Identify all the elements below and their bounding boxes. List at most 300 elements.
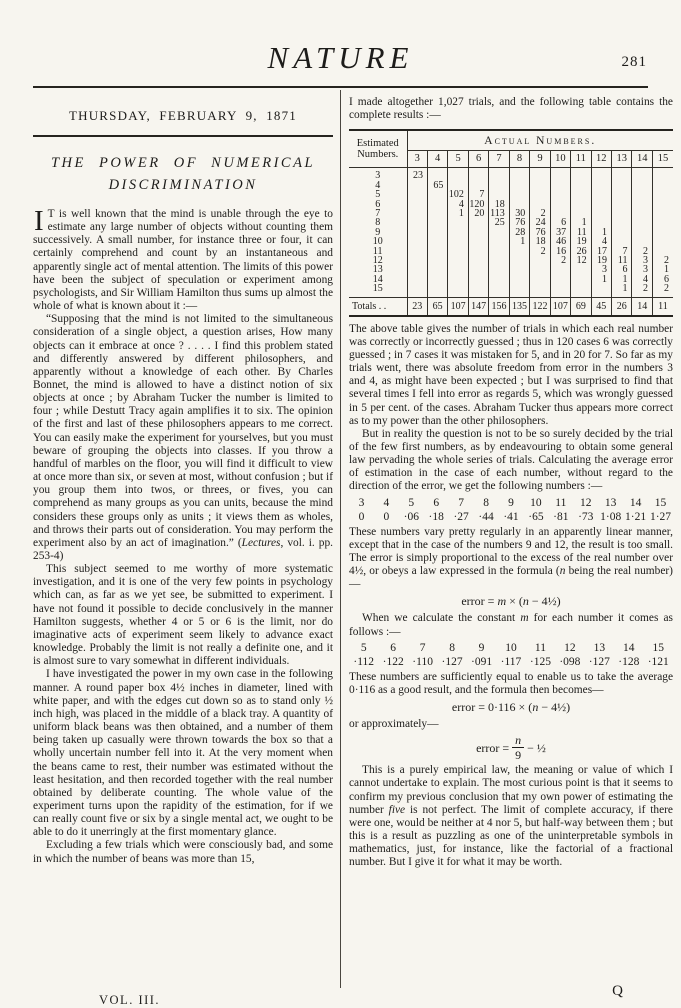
total-cell: 122 xyxy=(530,297,550,316)
table-cell xyxy=(427,218,447,227)
table-cell: 2 xyxy=(550,256,570,265)
table-cell xyxy=(509,256,529,265)
series-number: 12 xyxy=(580,496,592,509)
series-value: ·27 xyxy=(453,510,469,523)
table-row xyxy=(349,228,673,237)
fraction-numerator: n xyxy=(512,734,524,748)
table-cell xyxy=(652,168,673,181)
table-cell xyxy=(632,228,652,237)
table-cell xyxy=(448,265,468,274)
series-number: 3 xyxy=(358,496,365,509)
paragraph xyxy=(349,612,673,638)
table-cell xyxy=(612,228,632,237)
variable-m: m xyxy=(520,612,529,625)
table-cell: 18 xyxy=(530,237,550,246)
actual-number-column-header: 3 xyxy=(407,151,427,168)
table-cell xyxy=(550,181,570,190)
series-entry xyxy=(555,641,584,669)
total-cell: 147 xyxy=(468,297,488,316)
series-entry xyxy=(467,641,496,669)
table-cell: 1 xyxy=(652,265,673,274)
results-table-footer xyxy=(349,297,673,316)
table-cell xyxy=(407,200,427,209)
series-entry xyxy=(526,641,555,669)
table-cell xyxy=(427,228,447,237)
total-cell: 14 xyxy=(632,297,652,316)
series-number: 10 xyxy=(530,496,542,509)
estimated-number-label: 5 xyxy=(349,190,407,199)
table-cell xyxy=(448,275,468,284)
actual-number-column-header: 15 xyxy=(652,151,673,168)
table-cell xyxy=(591,284,611,297)
table-cell: 19 xyxy=(591,256,611,265)
series-number: 15 xyxy=(652,641,664,654)
series-value: ·06 xyxy=(403,510,419,523)
table-cell xyxy=(448,247,468,256)
series-entry xyxy=(598,496,623,524)
estimated-number-label: 12 xyxy=(349,256,407,265)
series-number: 5 xyxy=(408,496,415,509)
table-cell: 26 xyxy=(571,247,591,256)
table-row xyxy=(349,218,673,227)
total-cell: 156 xyxy=(489,297,509,316)
actual-numbers-header: Actual Numbers. xyxy=(407,130,673,151)
series-entry xyxy=(648,496,673,524)
paragraph: Excluding a few trials which were consciously bad, and some in which the number of beans was more than 15, xyxy=(33,839,333,865)
estimated-number-label: 9 xyxy=(349,228,407,237)
estimated-number-label: 13 xyxy=(349,265,407,274)
table-row xyxy=(349,209,673,218)
table-cell xyxy=(571,200,591,209)
table-cell: 17 xyxy=(591,247,611,256)
table-cell: 1 xyxy=(571,218,591,227)
series-number: 13 xyxy=(604,496,617,509)
table-cell xyxy=(571,265,591,274)
table-cell xyxy=(550,200,570,209)
series-value: ·098 xyxy=(559,655,581,668)
table-cell xyxy=(468,284,488,297)
series-value: ·73 xyxy=(578,510,594,523)
estimated-number-label: 14 xyxy=(349,275,407,284)
table-cell: 2 xyxy=(632,284,652,297)
actual-number-column-header: 4 xyxy=(427,151,447,168)
series-number: 7 xyxy=(458,496,465,509)
series-number: 5 xyxy=(360,641,367,654)
variable-m: m xyxy=(497,594,507,609)
series-entry xyxy=(378,641,407,669)
series-number: 6 xyxy=(433,496,440,509)
table-cell xyxy=(468,237,488,246)
table-cell xyxy=(448,256,468,265)
table-cell xyxy=(468,218,488,227)
table-cell xyxy=(407,209,427,218)
actual-number-column-header: 6 xyxy=(468,151,488,168)
results-table xyxy=(349,129,673,316)
series-number: 4 xyxy=(383,496,390,509)
table-cell xyxy=(571,168,591,181)
series-value: ·117 xyxy=(500,655,522,668)
series-entry xyxy=(573,496,598,524)
formula-error-m xyxy=(349,594,673,609)
table-cell: 2 xyxy=(530,247,550,256)
table-cell xyxy=(509,168,529,181)
table-cell xyxy=(468,265,488,274)
table-cell: 11 xyxy=(612,256,632,265)
table-cell xyxy=(427,237,447,246)
formula-text: − 4½) xyxy=(528,594,561,609)
variable-n: n xyxy=(559,565,566,578)
series-number: 14 xyxy=(623,641,635,654)
table-cell xyxy=(407,218,427,227)
drop-cap: I xyxy=(34,204,44,237)
paragraph: This subject seemed to me worthy of more systematic investigation, and it is one of the very few points in psychology which can, as far as we yet see, be submitted to experiment. I have not found it possible to decide conclusively in the manner Hamilton suggests, whether 4 or 5 or 6 is the limit, nor do imaginative acts of experiment seem likely to advance exact knowledge. Probably the limit is not really a definite one, and it is almost sure to vary somewhat in different individuals. xyxy=(33,563,333,668)
actual-number-column-header: 9 xyxy=(530,151,550,168)
table-cell xyxy=(427,247,447,256)
table-cell xyxy=(591,168,611,181)
series-number: 8 xyxy=(483,496,489,509)
series-value: ·127 xyxy=(588,655,610,668)
table-header-row xyxy=(349,130,673,151)
article-title xyxy=(33,152,333,197)
table-cell xyxy=(652,237,673,246)
formula-text: error = 0·116 × ( xyxy=(451,700,533,715)
series-number: 10 xyxy=(505,641,517,654)
table-cell: 76 xyxy=(509,218,529,227)
table-cell xyxy=(632,190,652,199)
series-value: ·18 xyxy=(428,510,444,523)
estimated-number-label: 7 xyxy=(349,209,407,218)
table-cell xyxy=(652,247,673,256)
table-cell: 120 xyxy=(468,200,488,209)
table-cell xyxy=(652,190,673,199)
formula-text: − 4½) xyxy=(538,700,571,715)
table-cell: 4 xyxy=(632,275,652,284)
series-entry xyxy=(548,496,573,524)
table-cell xyxy=(652,209,673,218)
table-cell xyxy=(407,284,427,297)
estimated-number-label: 11 xyxy=(349,247,407,256)
estimated-number-label: 3 xyxy=(349,168,407,181)
table-cell: 6 xyxy=(652,275,673,284)
table-cell: 102 xyxy=(448,190,468,199)
citation-title: Lectures xyxy=(241,536,281,549)
table-cell xyxy=(407,275,427,284)
series-number: 13 xyxy=(593,641,606,654)
series-value: ·112 xyxy=(353,655,375,668)
table-cell xyxy=(632,168,652,181)
series-entry xyxy=(474,496,499,524)
series-number: 7 xyxy=(419,641,426,654)
results-table-header xyxy=(349,130,673,168)
table-cell xyxy=(550,265,570,274)
paragraph: I have investigated the power in my own case in the following manner. A round paper box 4½ inches in diameter, lined with white paper, and with the edges cut down so as to stand only ½ inch high, was placed in the middle of a black tray. A quantity of uniform black beans was then obtained, and a number of them being taken up casually were thrown towards the box so that a wholly uncertain number fell into it. At the very moment when the beans came to rest, their number was estimated without the least hesitation, and then recorded together with the real number obtained by deliberate counting. The whole value of the experiment turns upon the rapidity of the estimation, for if we can really count five or six by a single mental act, we ought to be able to do it unerringly at the first momentary glance. xyxy=(33,668,333,839)
series-value: ·128 xyxy=(618,655,640,668)
table-cell xyxy=(407,247,427,256)
table-cell xyxy=(571,190,591,199)
estimated-number-label: 6 xyxy=(349,200,407,209)
table-cell xyxy=(632,200,652,209)
table-cell xyxy=(407,265,427,274)
table-row xyxy=(349,200,673,209)
left-column xyxy=(33,90,333,1008)
table-cell: 12 xyxy=(571,256,591,265)
series-value: ·125 xyxy=(529,655,551,668)
paragraph: But in reality the question is not to be so surely decided by the trial of the few first numbers, as by endeavouring to obtain some general law pervading the whole series of trials. Calculating the average error of estimation in the case of each number, without regard to the direction of the error, we get the following numbers :— xyxy=(349,427,673,493)
table-cell xyxy=(550,275,570,284)
actual-number-column-header: 12 xyxy=(591,151,611,168)
constant-m-series xyxy=(349,641,673,669)
table-cell xyxy=(509,181,529,190)
series-value: 1·21 xyxy=(625,510,647,523)
series-entry xyxy=(408,641,437,669)
table-cell xyxy=(509,265,529,274)
fraction-denominator: 9 xyxy=(515,748,522,763)
table-cell xyxy=(489,275,509,284)
series-value: ·091 xyxy=(470,655,493,668)
actual-number-column-header: 14 xyxy=(632,151,652,168)
table-cell xyxy=(489,256,509,265)
paragraph: The above table gives the number of trials in which each real number was correctly or incorrectly guessed ; thus in 120 cases 6 was correctly guessed ; in 7 cases it was mistaken for 5, and in 20 for 7. So far as my trials went, there was absolute freedom from error in the numbers 3 and 4, as might have been expected ; but I was surprised to find that several times I fell into error as regards 5, which was wrongly guessed in 5 per cent. of the cases. Abraham Tucker thus appears more correct as to my power than the other philosophers. xyxy=(349,322,673,427)
table-cell: 2 xyxy=(652,284,673,297)
total-cell: 65 xyxy=(427,297,447,316)
paragraph-text: When we calculate the constant xyxy=(362,612,521,625)
total-cell: 11 xyxy=(652,297,673,316)
table-row xyxy=(349,190,673,199)
total-cell: 45 xyxy=(591,297,611,316)
series-value: 1·27 xyxy=(649,510,672,523)
paragraph-quote xyxy=(33,313,333,563)
fraction-n-over-9 xyxy=(512,734,524,761)
table-cell xyxy=(612,218,632,227)
header-rule xyxy=(33,86,648,88)
series-entry xyxy=(349,641,378,669)
quote-tail: , vol. i. pp. 253-4) xyxy=(33,536,333,562)
table-cell: 7 xyxy=(468,190,488,199)
table-cell xyxy=(468,256,488,265)
series-entry xyxy=(349,496,374,524)
table-row xyxy=(349,284,673,297)
table-cell: 30 xyxy=(509,209,529,218)
series-number: 12 xyxy=(564,641,576,654)
table-cell: 2 xyxy=(652,256,673,265)
table-cell: 16 xyxy=(550,247,570,256)
table-cell xyxy=(468,168,488,181)
table-cell xyxy=(427,265,447,274)
table-row xyxy=(349,181,673,190)
table-cell xyxy=(550,284,570,297)
page-number: 281 xyxy=(621,54,647,70)
table-cell xyxy=(509,190,529,199)
table-cell: 19 xyxy=(571,237,591,246)
journal-title: NATURE xyxy=(267,40,414,75)
article-body-left xyxy=(33,204,333,866)
series-value: ·44 xyxy=(478,510,494,523)
table-totals-row xyxy=(349,297,673,316)
actual-number-column-header: 5 xyxy=(448,151,468,168)
table-cell xyxy=(448,228,468,237)
table-cell xyxy=(489,247,509,256)
paragraph-text: being the real number)— xyxy=(349,565,673,591)
table-cell: 4 xyxy=(448,200,468,209)
table-cell xyxy=(612,181,632,190)
table-cell xyxy=(448,284,468,297)
series-value: ·41 xyxy=(503,510,519,523)
table-cell xyxy=(530,256,550,265)
series-entry xyxy=(449,496,474,524)
table-cell xyxy=(427,200,447,209)
two-column-layout xyxy=(33,90,675,1008)
table-cell xyxy=(448,218,468,227)
table-cell xyxy=(652,181,673,190)
table-cell xyxy=(509,247,529,256)
right-column xyxy=(349,90,675,1008)
total-cell: 69 xyxy=(571,297,591,316)
paragraph-text: is not perfect. The limit of complete accuracy, if there were one, would be neither at 4 nor 5, but half-way between them ; but this is a result as puzzling as one of the uninterpretable symbols in mathematics, just, for instance, like the factorial of a fractional number. But I give it for what it may be worth. xyxy=(349,803,673,869)
table-cell: 65 xyxy=(427,181,447,190)
table-cell: 3 xyxy=(632,256,652,265)
table-cell: 6 xyxy=(550,218,570,227)
estimated-numbers-header: Estimated Numbers. xyxy=(349,130,407,168)
average-error-series xyxy=(349,496,673,524)
table-cell xyxy=(530,190,550,199)
formula-text: error = xyxy=(461,594,498,609)
estimated-number-label: 8 xyxy=(349,218,407,227)
table-cell: 4 xyxy=(591,237,611,246)
series-number: 6 xyxy=(390,641,397,654)
actual-number-column-header: 11 xyxy=(571,151,591,168)
actual-number-column-header: 8 xyxy=(509,151,529,168)
actual-number-column-header: 13 xyxy=(612,151,632,168)
table-cell xyxy=(591,200,611,209)
actual-number-column-header: 10 xyxy=(550,151,570,168)
table-cell: 1 xyxy=(612,275,632,284)
series-entry xyxy=(437,641,466,669)
series-entry xyxy=(424,496,449,524)
table-cell xyxy=(652,218,673,227)
date-rule xyxy=(33,135,333,137)
series-entry xyxy=(499,496,524,524)
paragraph xyxy=(33,204,333,313)
quote-text: “Supposing that the mind is not limited to the simultaneous consideration of a single object, a question arises, How many objects can it embrace at once ? . . . . I find this problem stated and differently answered by different philosophers, and apparently without a knowledge of each other. By Charles Bonnet, the mind is allowed to have a distinct notion of six objects at once ; by Abraham Tucker the number is limited to four ; while Destutt Tracy again amplifies it to six. The opinion of the first and last of these philosophers appears to me correct. You can easily make the experiment for yourselves, but you must beware of grouping the objects into classes. If you throw a handful of marbles on the floor, you will find it difficult to view at once more than six, or seven at most, without confusion ; but if you group them into twos, or threes, or fives, you can comprehend as many groups as you can units, because the mind considers these groups only as units ; it views them as wholes, and throws their parts out of consideration. You may perform the experiment also by an act of imagination.” ( xyxy=(33,313,333,549)
table-cell xyxy=(468,275,488,284)
series-entry xyxy=(644,641,673,669)
series-value: ·110 xyxy=(412,655,433,668)
masthead xyxy=(0,40,681,76)
printer-signature-mark: Q xyxy=(612,983,623,999)
table-cell xyxy=(571,209,591,218)
table-cell xyxy=(407,228,427,237)
series-number: 8 xyxy=(449,641,455,654)
table-cell xyxy=(530,200,550,209)
table-cell xyxy=(571,275,591,284)
table-cell xyxy=(489,181,509,190)
table-cell xyxy=(591,209,611,218)
table-cell xyxy=(427,256,447,265)
table-cell xyxy=(632,181,652,190)
table-cell: 1 xyxy=(448,209,468,218)
table-cell xyxy=(489,284,509,297)
formula-error-116 xyxy=(349,700,673,715)
series-entry xyxy=(496,641,525,669)
paragraph: These numbers are sufficiently equal to enable us to take the average 0·116 as a good result, and the formula then becomes— xyxy=(349,670,673,696)
paragraph-text: These numbers vary pretty regularly in an apparently linear manner, except that in the case of the numbers 9 and 12, the result is too small. The error is simply proportional to the excess of the real number over 4½, or obeys a law expressed in the formula ( xyxy=(349,525,673,578)
table-cell xyxy=(591,181,611,190)
table-cell xyxy=(468,228,488,237)
table-cell: 37 xyxy=(550,228,570,237)
formula-error-fraction xyxy=(349,734,673,761)
table-cell xyxy=(427,275,447,284)
table-cell xyxy=(530,265,550,274)
table-cell xyxy=(591,190,611,199)
table-cell: 7 xyxy=(612,247,632,256)
table-cell xyxy=(550,168,570,181)
series-value: ·65 xyxy=(528,510,544,523)
table-cell xyxy=(427,190,447,199)
table-cell: 1 xyxy=(509,237,529,246)
series-entry xyxy=(399,496,424,524)
table-cell: 1 xyxy=(591,275,611,284)
table-cell xyxy=(612,190,632,199)
table-cell: 3 xyxy=(591,265,611,274)
column-divider-rule xyxy=(340,90,341,988)
series-number: 14 xyxy=(629,496,642,509)
series-entry xyxy=(585,641,614,669)
formula-text: error = xyxy=(476,741,513,756)
table-cell xyxy=(612,209,632,218)
paragraph xyxy=(349,526,673,592)
table-cell xyxy=(612,200,632,209)
table-cell xyxy=(407,181,427,190)
table-cell: 23 xyxy=(407,168,427,181)
table-cell xyxy=(530,181,550,190)
table-cell xyxy=(489,168,509,181)
series-number: 9 xyxy=(508,496,514,509)
series-number: 15 xyxy=(654,496,667,509)
table-cell xyxy=(509,275,529,284)
series-value: ·81 xyxy=(553,510,569,523)
table-cell xyxy=(427,284,447,297)
table-cell xyxy=(652,200,673,209)
series-entry xyxy=(374,496,399,524)
table-cell: 2 xyxy=(632,247,652,256)
series-value: 0 xyxy=(358,510,365,523)
variable-n: n xyxy=(532,700,539,715)
table-cell xyxy=(407,190,427,199)
formula-text: × ( xyxy=(506,594,523,609)
table-cell xyxy=(652,228,673,237)
series-entry xyxy=(623,496,648,524)
table-cell xyxy=(489,265,509,274)
totals-label: Totals . . xyxy=(349,297,407,316)
table-cell xyxy=(632,218,652,227)
results-table-body xyxy=(349,168,673,297)
table-cell: 1 xyxy=(591,228,611,237)
table-cell: 2 xyxy=(530,209,550,218)
table-cell: 25 xyxy=(489,218,509,227)
table-cell: 1 xyxy=(612,284,632,297)
table-cell xyxy=(427,209,447,218)
paragraph-text: T is well known that the mind is unable through the eye to estimate any large number of objects without counting them successively. A small number, for instance three or four, it can certainly comprehend and count by an instantaneous and apparently single act of mental attention. The limits of this power have been the subject of speculation or experiment among psychologists, and Sir William Hamilton thus sums up almost the whole of what is known about it :— xyxy=(33,207,333,313)
table-cell xyxy=(448,237,468,246)
series-entry xyxy=(523,496,548,524)
estimated-number-label: 15 xyxy=(349,284,407,297)
article-title-line2: DISCRIMINATION xyxy=(108,177,258,194)
series-value: ·127 xyxy=(441,655,463,668)
formula-text: − ½ xyxy=(524,741,546,756)
total-cell: 107 xyxy=(550,297,570,316)
article-title-line1: THE POWER OF NUMERICAL xyxy=(50,155,316,171)
table-cell xyxy=(530,275,550,284)
